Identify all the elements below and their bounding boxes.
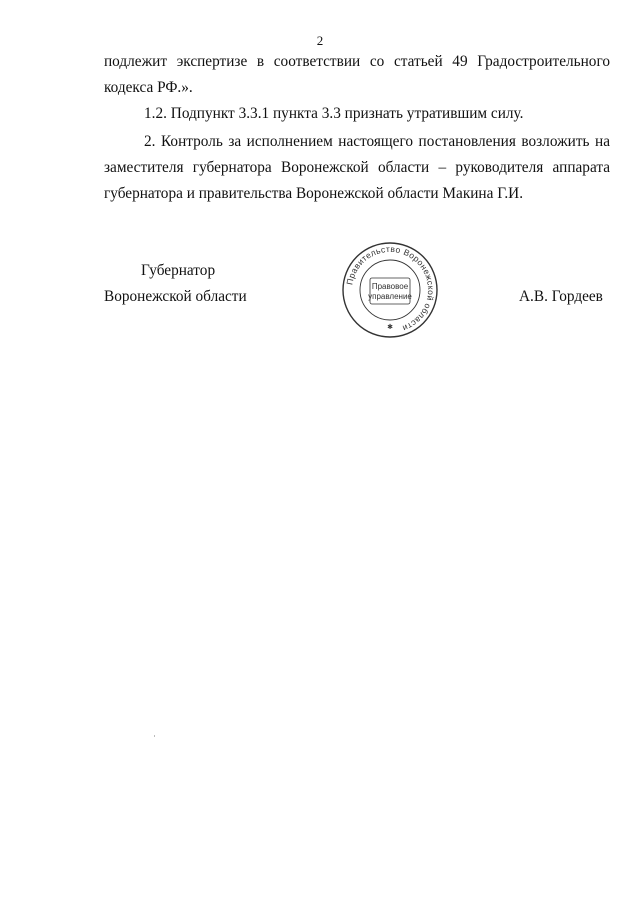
paragraph-3-line-2: заместителя губернатора Воронежской области – руководителя аппарата <box>104 159 610 176</box>
signatory-name: А.В. Гордеев <box>519 288 603 305</box>
paragraph-3-line-1: 2. Контроль за исполнением настоящего постановления возложить на <box>144 133 610 150</box>
scan-artifact <box>154 735 155 737</box>
official-stamp <box>340 240 440 340</box>
paragraph-3-line-3: губернатора и правительства Воронежской области Макина Г.И. <box>104 185 524 202</box>
stamp-inner-line-1: Правовое <box>371 282 409 291</box>
signatory-title-line-1: Губернатор <box>141 262 216 279</box>
page-number: 2 <box>316 33 324 48</box>
paragraph-1-line-2: кодекса РФ.». <box>104 79 193 96</box>
stamp-outer-text: Правительство Воронежской области <box>344 243 437 334</box>
paragraph-2: 1.2. Подпункт 3.3.1 пункта 3.3 признать утратившим силу. <box>144 105 524 122</box>
paragraph-1-line-1: подлежит экспертизе в соответствии со статьей 49 Градостроительного <box>104 53 610 70</box>
signatory-title-line-2: Воронежской области <box>104 288 247 305</box>
stamp-star-icon: ✱ <box>387 324 393 331</box>
stamp-inner-line-2: управление <box>368 292 412 301</box>
